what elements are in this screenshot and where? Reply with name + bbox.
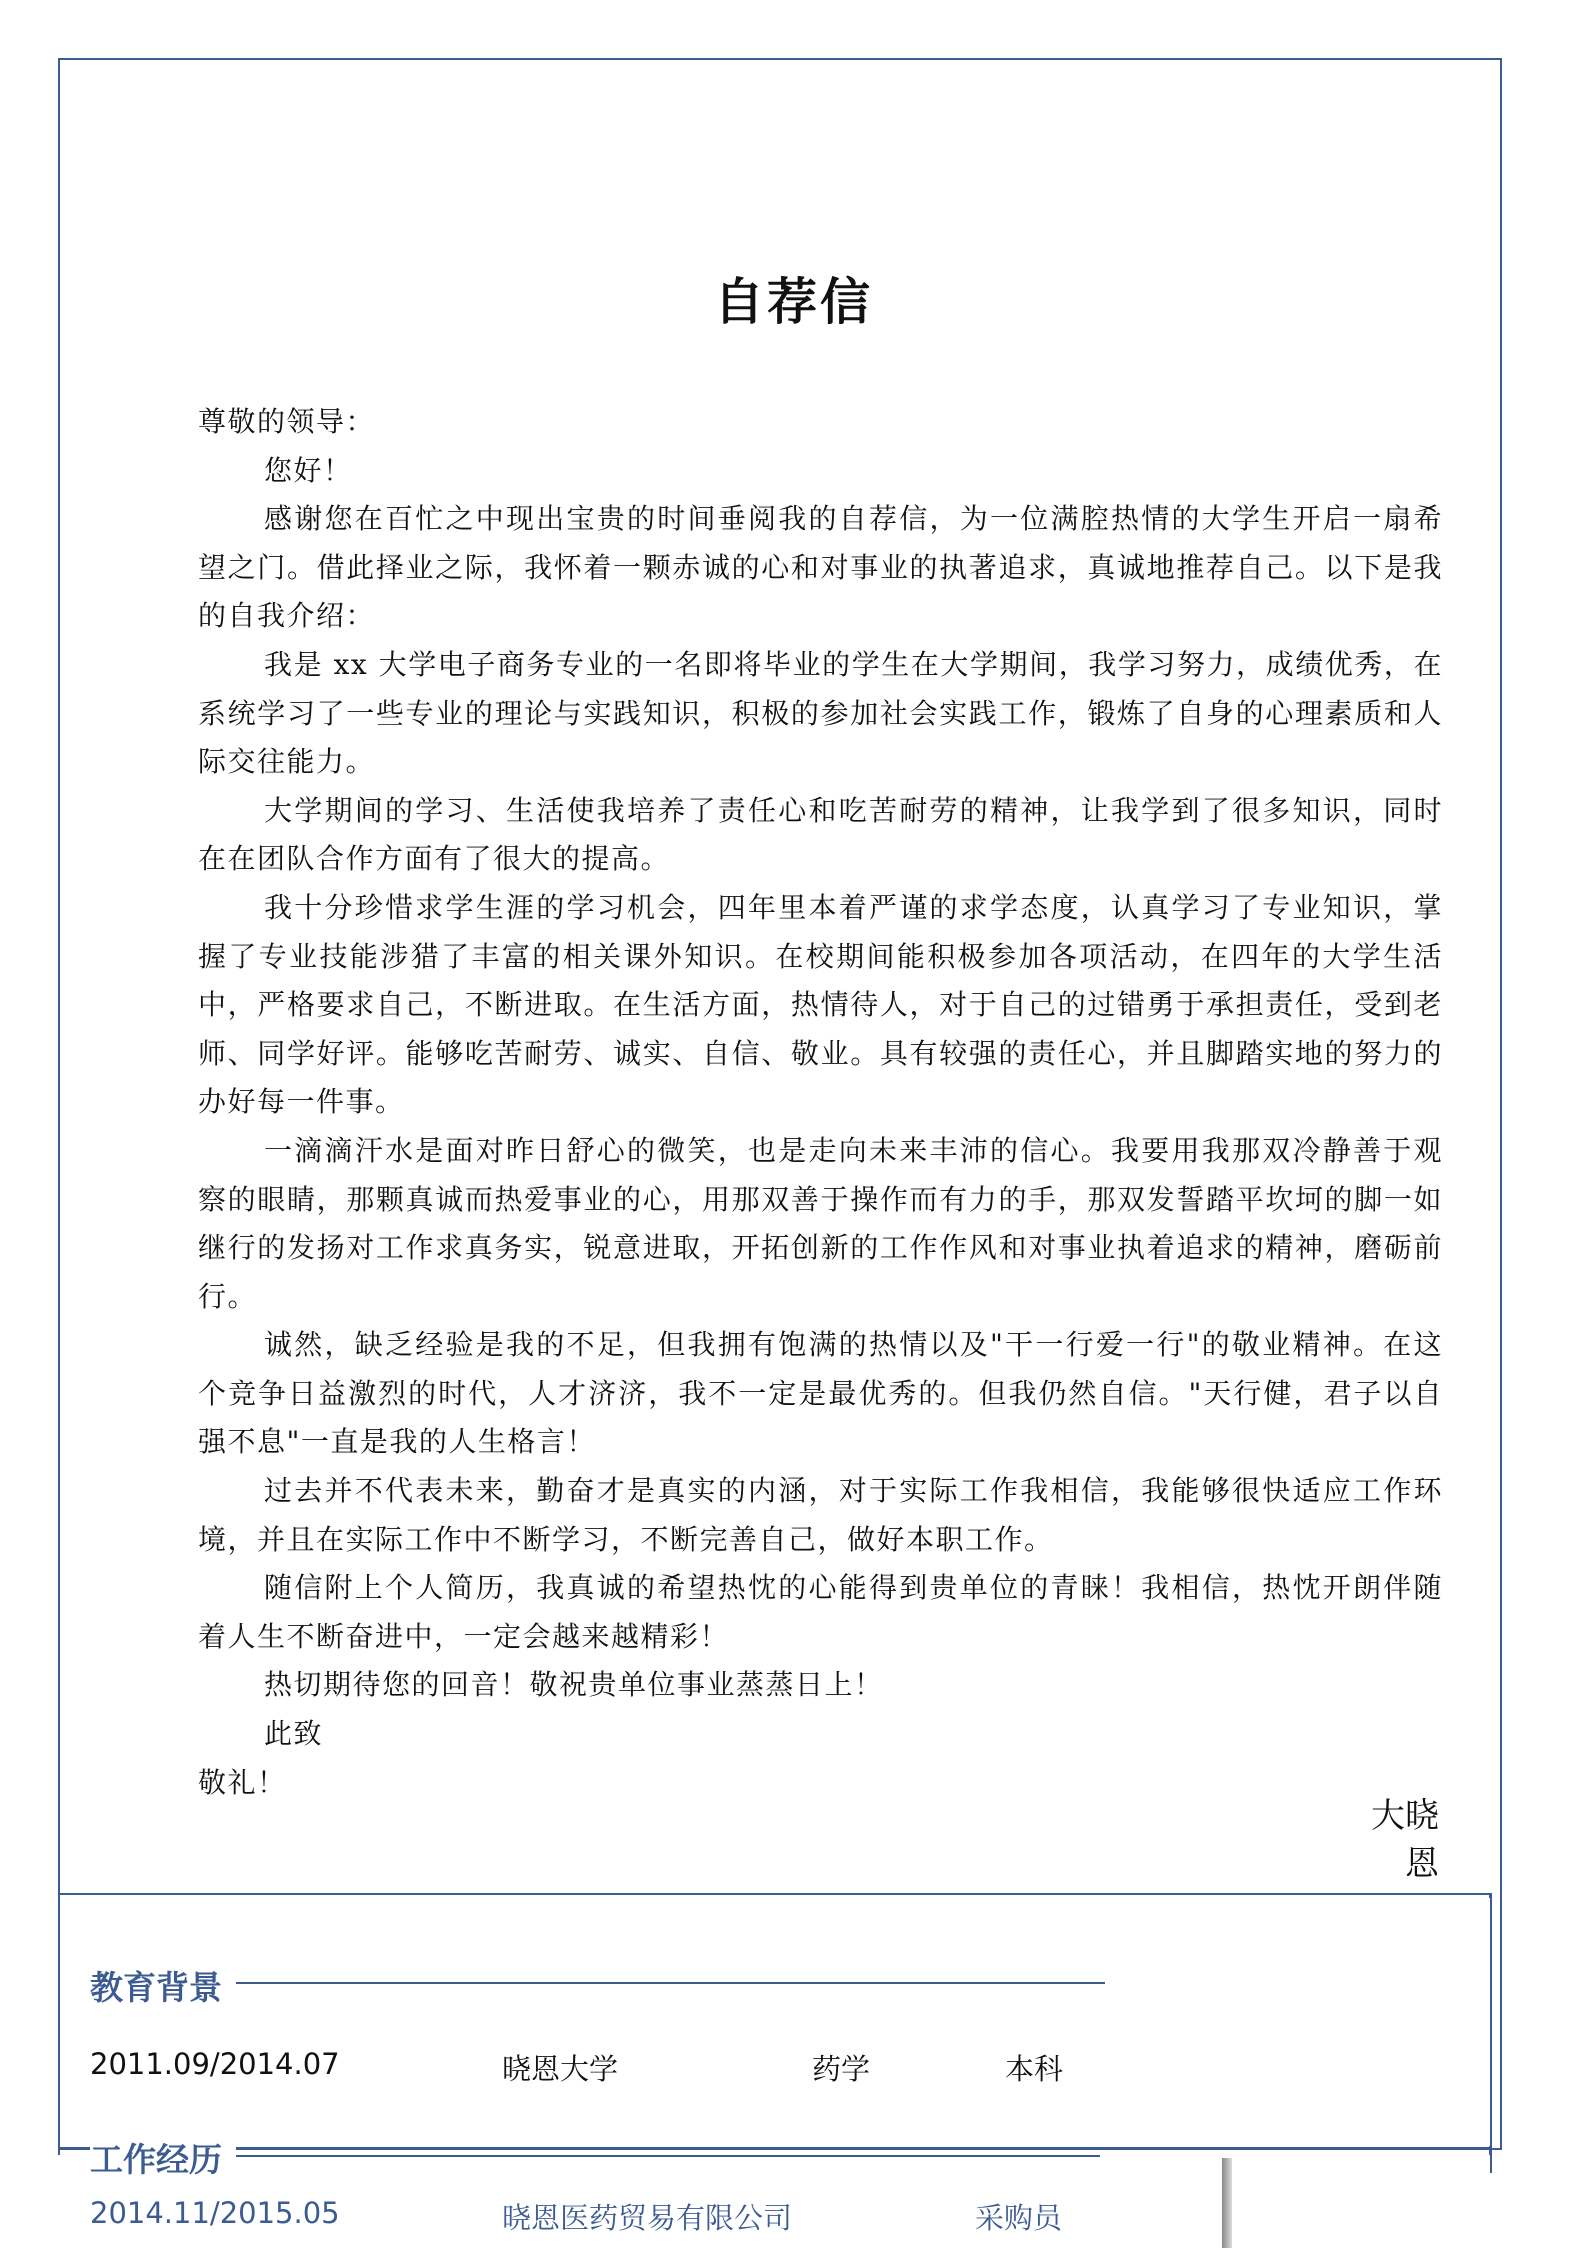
education-major: 药学 xyxy=(812,2052,871,2086)
page-title: 自荐信 xyxy=(714,272,873,331)
paragraph: 一滴滴汗水是面对昨日舒心的微笑，也是走向未来丰沛的信心。我要用我那双冷静善于观察的眼睛，那颗真诚而热爱事业的心，用那双善于操作而有力的手，那双发誓踏平坎坷的脚一如继行的发扬对工作求真务实，锐意进取，开拓创新的工作作风和对事业执着追求的精神，磨砺前行。 xyxy=(198,1133,1443,1313)
frame-mask xyxy=(62,1898,1500,2146)
signature-line: 恩 xyxy=(1405,1844,1439,1884)
education-school: 晓恩大学 xyxy=(502,2052,619,2086)
experience-heading: 工作经历 xyxy=(90,2134,236,2181)
paragraph: 我十分珍惜求学生涯的学习机会，四年里本着严谨的求学态度，认真学习了专业知识，掌握了专业技能涉猎了丰富的相关课外知识。在校期间能积极参加各项活动，在四年的大学生活中，严格要求自己，不断进取。在生活方面，热情待人，对于自己的过错勇于承担责任，受到老师、同学好评。能够吃苦耐劳、诚实、自信、敬业。具有较强的责任心，并且脚踏实地的努力的办好每一件事。 xyxy=(198,890,1443,1119)
signature xyxy=(1371,1792,1439,1888)
resume-frame-edge xyxy=(1490,1893,1492,2173)
experience-row xyxy=(90,2196,1290,2236)
experience-rule xyxy=(90,2155,1100,2157)
regards: 敬礼！ xyxy=(198,1765,287,1799)
education-heading: 教育背景 xyxy=(90,1962,236,2009)
education-rule xyxy=(90,1982,1105,1984)
greeting: 您好！ xyxy=(264,453,353,487)
closing: 此致 xyxy=(264,1717,324,1751)
letter-body xyxy=(198,398,1443,1807)
experience-section xyxy=(90,2134,236,2181)
paragraph: 我是 xx 大学电子商务专业的一名即将毕业的学生在大学期间，我学习努力，成绩优秀，在系统学习了一些专业的理论与实践知识，积极的参加社会实践工作，锻炼了自身的心理素质和人际交往能力。 xyxy=(198,647,1443,779)
paragraph: 大学期间的学习、生活使我培养了责任心和吃苦耐劳的精神，让我学到了很多知识，同时在在团队合作方面有了很大的提高。 xyxy=(198,793,1443,876)
paragraph: 诚然，缺乏经验是我的不足，但我拥有饱满的热情以及"干一行爱一行"的敬业精神。在这个竞争日益激烈的时代，人才济济，我不一定是最优秀的。但我仍然自信。"天行健，君子以自强不息"一直是我的人生格言！ xyxy=(198,1328,1443,1459)
education-period: 2011.09/2014.07 xyxy=(90,2047,340,2081)
experience-company: 晓恩医药贸易有限公司 xyxy=(502,2201,793,2235)
education-degree: 本科 xyxy=(1005,2052,1064,2086)
salutation: 尊敬的领导： xyxy=(198,405,376,438)
signature-line: 大晓 xyxy=(1371,1796,1439,1836)
paragraph: 热切期待您的回音！敬祝贵单位事业蒸蒸日上！ xyxy=(264,1668,884,1702)
experience-role: 采购员 xyxy=(975,2201,1063,2235)
page-shadow xyxy=(1222,2158,1232,2248)
paragraph: 感谢您在百忙之中现出宝贵的时间垂阅我的自荐信，为一位满腔热情的大学生开启一扇希望之门。借此择业之际，我怀着一颗赤诚的心和对事业的执著追求，真诚地推荐自己。以下是我的自我介绍： xyxy=(198,502,1443,633)
paragraph: 过去并不代表未来，勤奋才是真实的内涵，对于实际工作我相信，我能够很快适应工作环境，并且在实际工作中不断学习，不断完善自己，做好本职工作。 xyxy=(198,1474,1443,1556)
experience-period: 2014.11/2015.05 xyxy=(90,2196,340,2230)
resume-frame-bottom xyxy=(58,2147,1492,2149)
education-section xyxy=(90,1962,236,2009)
paragraph: 随信附上个人简历，我真诚的希望热忱的心能得到贵单位的青睐！我相信，热忱开朗伴随着人生不断奋进中，一定会越来越精彩！ xyxy=(198,1571,1443,1653)
education-row xyxy=(90,2047,1290,2087)
